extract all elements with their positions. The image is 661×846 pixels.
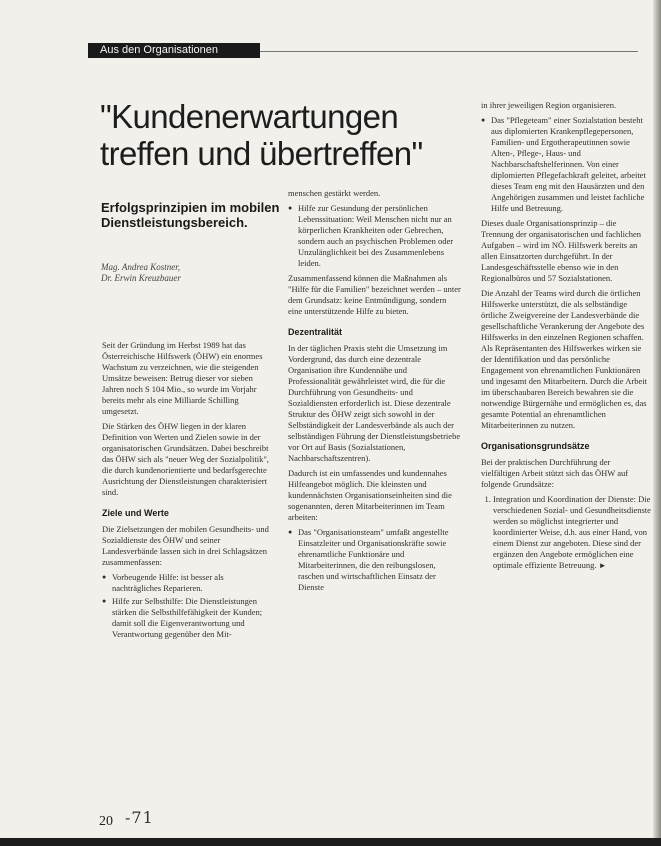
col1-bullet-1: ● Vorbeugende Hilfe: ist besser als nachträgliches Reparieren. [102,572,272,594]
col2-paragraph-3: Dadurch ist ein umfassendes und kundennahes Hilfeangebot möglich. Die kleinsten und kundennächsten Organisationseinheiten sind die sogenannten, deren Mitarbeiterinnen im Team arbeiten: [288,468,452,522]
col3-paragraph-2: Die Anzahl der Teams wird durch die örtlichen Hilfswerke unterstützt, die als selbständige örtliche Zweigvereine der Landesverbände die gesellschaftliche Verankerung der Angebote des Hilfswerks in den einzelnen Regionen schaffen. Als Repräsentanten des Hilfswerkes wirken sie der Identifikation und das persönliche Engagement von ehrenamtlichen Funktionären und ingesamt den Mitarbeitern. Durch die Arbeit im überschaubaren Bereich bewahren sie die notwendige Bürgernähe und ermöglichen es, das gesamte Potential an ehrenamtlichen Mitarbeiterinnen zu nutzen. [481,288,647,430]
title-line-2: treffen und übertreffen" [100,135,423,172]
article-subtitle: Erfolgsprinzipien im mobilen Dienstleistungsbereich. [101,200,280,230]
col3-continuation: in ihrer jeweiligen Region organisieren. [481,100,617,110]
page-number: 20 [99,814,113,829]
col1-bullet-list [102,572,272,640]
col2-paragraph-2: In der täglichen Praxis steht die Umsetzung im Vordergrund, das durch eine dezentrale Organisation ihre Kundennähe und Professionalität gewährleistet wird, die für die Durchführung von Gesundheits- und Sozialdiensten erforderlich ist. Diese dezentrale Struktur des ÖHW zeigt sich sowohl in der Selbständigkeit der Landesverbände als auch der selbständigen Führung der Dienstleistungsbetriebe vor Ort auf Basis (Sozialstationen, Nachbarschaftszentren). [288,343,461,463]
col3-numbered-item-1 [493,494,651,571]
article-title [100,98,460,172]
header-rule [260,51,638,52]
col3-paragraph-1: Dieses duale Organisationsprinzip – die Trennung der organisatorischen und fachlichen Aufgaben – wird im NÖ. Hilfswerk bereits an allen Einsatzorten durchgeführt. In der Landesgeschäftsstelle ebenso wie in den Regionalbüros und 57 Sozialstationen. [481,218,642,283]
col1-bullet-2: ● Hilfe zur Selbsthilfe: Die Dienstleistungen stärken die Selbsthilfefähigkeit der Kunden; damit soll die Eigenverantwortung und Verantwortung gegenüber den Mit- [102,596,272,640]
col2-bullet-1: ● Hilfe zur Gesundung der persönlichen Lebenssituation: Weil Menschen nicht nur an körperlichen Krankheiten oder Gebrechen, sondern auch an psychischen Problemen oder Unzulänglichkeit bei des Zusammenlebens leiden. [288,203,462,269]
column-1 [102,340,272,644]
author-1: Mag. Andrea Kostner, [101,262,181,272]
col3-paragraph-3: Bei der praktischen Durchführung der vielfältigen Arbeit stützt sich das ÖHW auf folgende Grundsätze: [481,457,629,489]
col2-continuation: menschen gestärkt werden. [288,188,381,198]
heading-dezentralitaet: Dezentralität [288,327,343,337]
section-band [88,43,260,58]
col3-bullet-1: ● Das "Pflegeteam" einer Sozialstation besteht aus diplomierten Krankenpflegepersonen, Familien- und Ergotherapeutinnen sowie Alten-, Pflege-, Haus- und Nachbarschaftshelferinnen. Von einer diplomierten Pflegefachkraft geleitet, arbeitet dieses Team eng mit den Hausärzten und den Angehörigen zusammen und leistet fachliche Hilfe und Betreuung. [481,115,651,214]
column-2 [288,188,462,597]
col2-bullet-list-2 [288,527,462,593]
col1-intro: Seit der Gründung im Herbst 1989 hat das Österreichische Hilfswerk (ÖHW) ein enormes Wachstum zu verzeichnen, wie die steigenden Umsätze beweisen: Betrug dieser vor sieben Jahren noch S 104 Mio., so wurde im Vorjahr bereits mehr als eine Milliarde Schilling umgesetzt. [102,340,263,416]
col2-bullet-2: ● Das "Organisationsteam" umfaßt angestellte Einsatzleiter und Organisationskräfte sowie ehrenamtliche Funktionäre und Mitarbeiterinnen, die den reibungslosen, raschen und wirtschaftlichen Einsatz der Dienste [288,527,462,593]
page-fold-shadow [653,0,661,846]
handwritten-mark: -71 [125,808,154,827]
col2-bullet-list [288,203,462,269]
author-2: Dr. Erwin Kreuzbauer [101,273,181,283]
continue-arrow-icon: ► [598,561,607,570]
col3-numbered-list [481,494,651,571]
col3-numbered-item-1-text: Integration und Koordination der Dienste: Die verschiedenen Sozial- und Gesundheitsdienste werden so möglichst integrierter und koordinierter Weise, d.h. aus einer Hand, von einem Dienst zur angeboten. Diese sind der ergänzen den Angebote ermöglichen eine optimale effiziente Betreuung. [493,494,651,570]
title-line-1: "Kundenerwartungen [100,98,399,135]
col1-paragraph-3: Die Zielsetzungen der mobilen Gesundheits- und Sozialdienste des ÖHW und seiner Landesverbände lassen sich in drei Schlagsätzen zusammenfassen: [102,524,269,567]
col2-paragraph-1: Zusammenfassend können die Maßnahmen als "Hilfe für die Familien" bezeichnet werden – unter dem Grundsatz: keine Entmündigung, sondern eine unterstützende Hilfe zu bieten. [288,273,461,316]
authors [101,262,281,284]
col3-bullet-list [481,115,651,214]
heading-ziele-und-werte: Ziele und Werte [102,508,169,518]
scan-bottom-edge [0,838,661,846]
section-label: Aus den Organisationen [100,44,219,56]
col1-paragraph-2: Die Stärken des ÖHW liegen in der klaren Definition von Werten und Zielen sowie in der organisatorischen Grundsätzen. Dabei beschreibt das ÖHW sich als "neuer Weg der Sozialpolitik", die durch kundenorientierte und bedarfsgerechte Ausrichtung der Dienstleistungen charakterisiert sind. [102,421,269,497]
heading-organisationsgrundsaetze: Organisationsgrundsätze [481,441,590,451]
column-3 [481,100,651,575]
